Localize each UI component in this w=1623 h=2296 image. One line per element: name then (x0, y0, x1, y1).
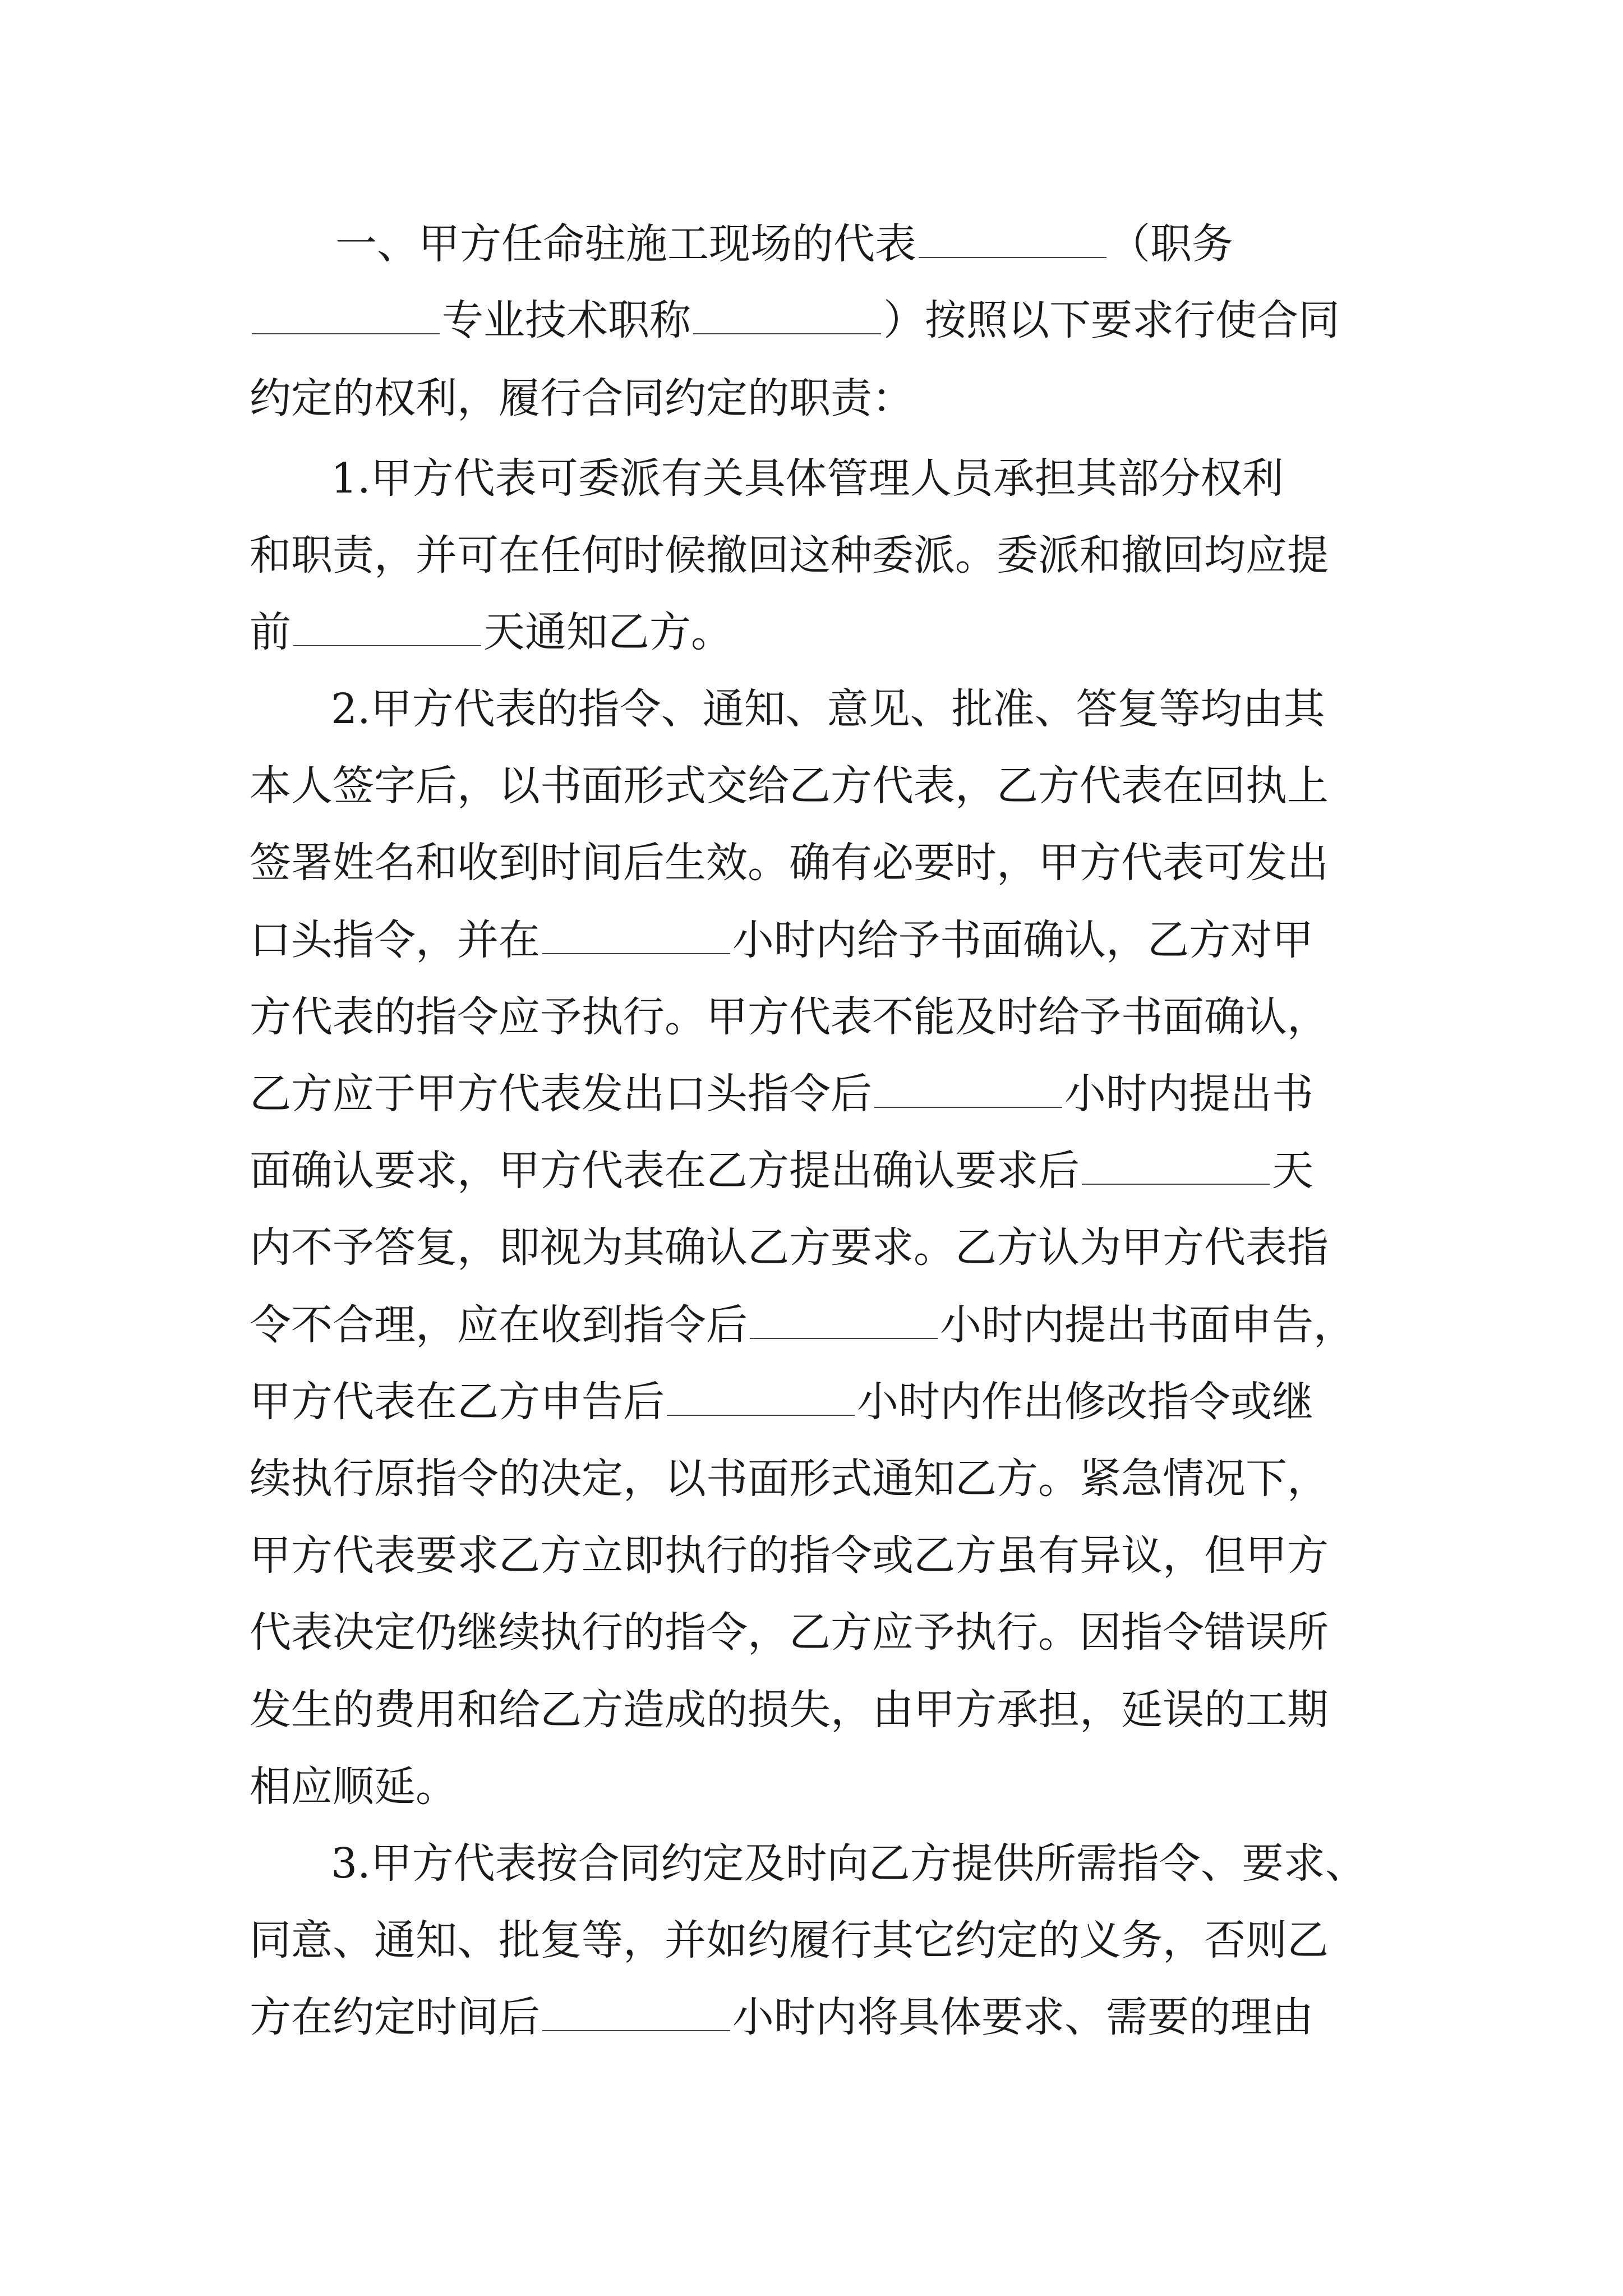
text-line (250, 1063, 1313, 1125)
text-line (250, 1217, 1329, 1278)
text-segment: 乙方应于甲方代表发出口头指令后 (250, 1070, 872, 1118)
text-segment: 方代表的指令应予执行。甲方代表不能及时给予书面确认， (250, 993, 1329, 1041)
fill-in-blank[interactable] (750, 1300, 938, 1339)
fill-in-blank[interactable] (693, 296, 881, 334)
text-line (250, 1756, 457, 1818)
text-line (250, 1371, 1313, 1433)
text-segment: ）按照以下要求行使合同 (883, 296, 1340, 344)
text-segment: （职务 (1109, 220, 1233, 268)
text-segment: 同意、通知、批复等，并如约履行其它约定的义务，否则乙 (250, 1916, 1329, 1964)
text-segment: 方在约定时间后 (250, 1993, 540, 2041)
text-segment: 发生的费用和给乙方造成的损失，由甲方承担，延误的工期 (250, 1686, 1329, 1734)
text-segment: 小时内给予书面确认，乙方对甲 (732, 916, 1313, 964)
fill-in-blank[interactable] (919, 219, 1106, 258)
fill-in-blank[interactable] (1082, 1146, 1270, 1185)
text-segment: 1.甲方代表可委派有关具体管理人员承担其部分权利 (331, 454, 1284, 503)
text-segment: 小时内提出书 (1064, 1070, 1313, 1118)
text-line (250, 1448, 1329, 1510)
text-segment: 续执行原指令的决定，以书面形式通知乙方。紧急情况下， (250, 1455, 1329, 1503)
text-line (335, 213, 1233, 275)
fill-in-blank[interactable] (252, 296, 440, 334)
text-line (250, 1602, 1329, 1663)
text-line (250, 524, 1329, 586)
fill-in-blank[interactable] (542, 1993, 730, 2031)
text-segment: 小时内将具体要求、需要的理由 (732, 1993, 1313, 2041)
text-segment: 相应顺延。 (250, 1763, 457, 1811)
text-segment: 一、甲方任命驻施工现场的代表 (335, 220, 916, 268)
text-segment: 前 (250, 608, 291, 656)
text-segment: 签署姓名和收到时间后生效。确有必要时，甲方代表可发出 (250, 839, 1329, 887)
text-line (250, 832, 1329, 894)
fill-in-blank[interactable] (667, 1377, 855, 1416)
text-line (250, 755, 1329, 817)
text-line (250, 601, 732, 663)
text-line (250, 289, 1340, 351)
text-line (250, 1679, 1329, 1741)
text-segment: 小时内提出书面申告， (940, 1301, 1355, 1349)
text-line (331, 678, 1325, 740)
fill-in-blank[interactable] (293, 608, 481, 646)
text-line (250, 1525, 1329, 1586)
fill-in-blank[interactable] (542, 915, 730, 954)
text-line (250, 367, 914, 429)
text-segment: 面确认要求，甲方代表在乙方提出确认要求后 (250, 1147, 1080, 1195)
text-segment: 3.甲方代表按合同约定及时向乙方提供所需指令、要求、 (331, 1839, 1367, 1888)
text-segment: 代表决定仍继续执行的指令，乙方应予执行。因指令错误所 (250, 1608, 1329, 1657)
text-line (331, 1833, 1367, 1894)
text-line (250, 1986, 1313, 2048)
text-segment: 和职责，并可在任何时候撤回这种委派。委派和撤回均应提 (250, 531, 1329, 579)
text-segment: 约定的权利，履行合同约定的职责： (250, 374, 914, 422)
text-segment: 内不予答复，即视为其确认乙方要求。乙方认为甲方代表指 (250, 1223, 1329, 1272)
text-line (331, 448, 1284, 509)
text-line (250, 909, 1313, 971)
text-segment: 令不合理，应在收到指令后 (250, 1301, 748, 1349)
text-segment: 专业技术职称 (442, 296, 691, 344)
text-segment: 天 (1272, 1147, 1313, 1195)
text-segment: 甲方代表在乙方申告后 (250, 1378, 665, 1426)
text-segment: 2.甲方代表的指令、通知、意见、批准、答复等均由其 (331, 685, 1325, 733)
text-segment: 甲方代表要求乙方立即执行的指令或乙方虽有异议，但甲方 (250, 1531, 1329, 1580)
text-line (250, 986, 1329, 1048)
text-line (250, 1910, 1329, 1971)
text-segment: 天通知乙方。 (483, 608, 732, 656)
text-line (250, 1294, 1355, 1356)
text-segment: 小时内作出修改指令或继 (857, 1378, 1313, 1426)
text-segment: 口头指令，并在 (250, 916, 540, 964)
fill-in-blank[interactable] (874, 1069, 1062, 1108)
text-segment: 本人签字后，以书面形式交给乙方代表，乙方代表在回执上 (250, 762, 1329, 810)
text-line (250, 1140, 1313, 1202)
